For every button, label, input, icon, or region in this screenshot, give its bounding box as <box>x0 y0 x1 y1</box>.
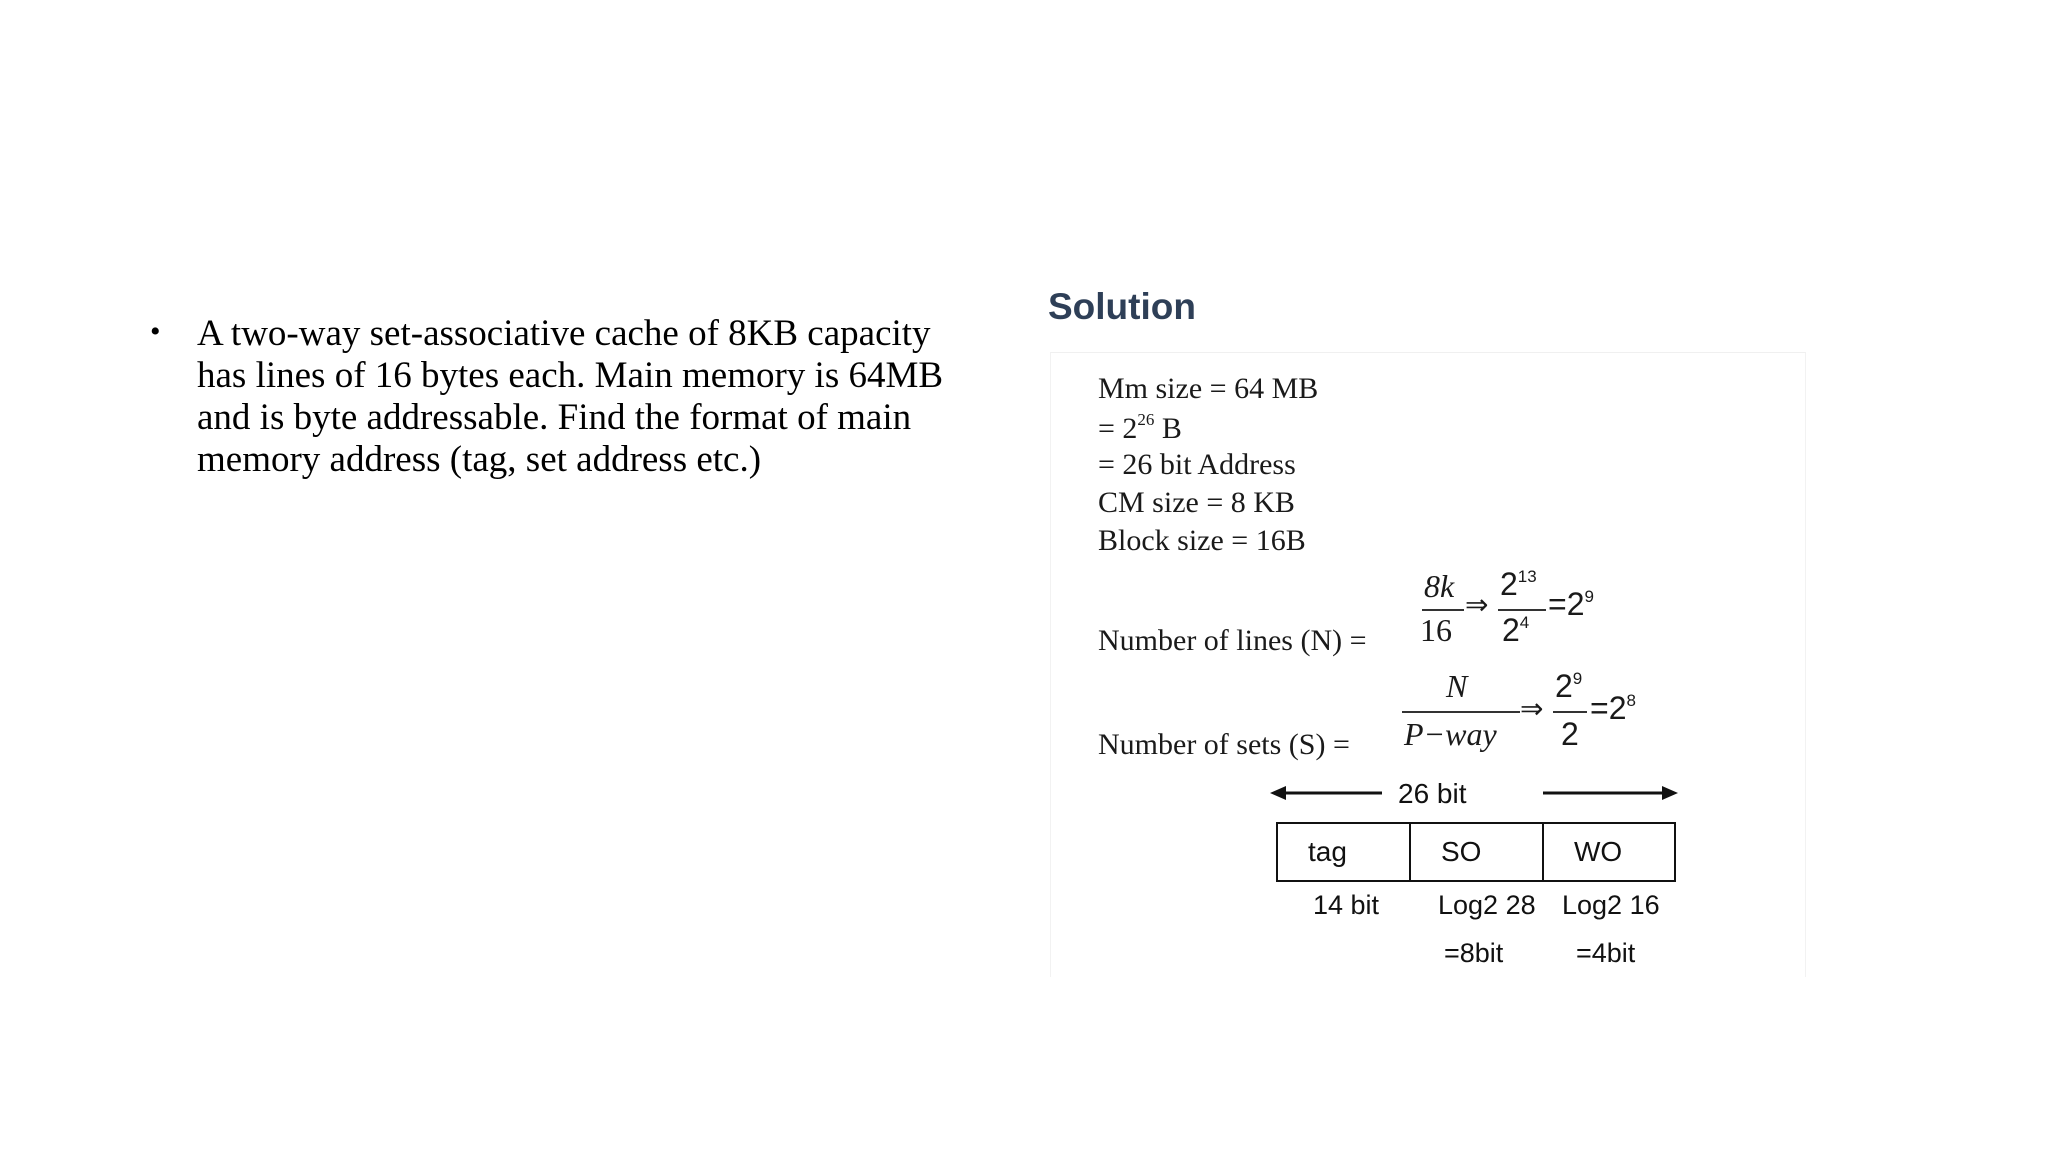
lines-result: $=2^9$ <box>1548 586 1594 622</box>
mm-power-line: = $2^{26}$ B <box>1098 410 1182 445</box>
lines-power-numerator: $2^{13}$ <box>1500 566 1537 602</box>
lines-power-denominator: $2^4$ <box>1502 612 1530 648</box>
sets-fraction-bar <box>1402 711 1520 713</box>
sets-power-numerator: $2^9$ <box>1555 668 1583 704</box>
field-word-offset: WO <box>1542 824 1674 880</box>
sets-numerator: N <box>1446 668 1468 704</box>
sets-power-fraction-bar <box>1553 711 1587 713</box>
field-tag: tag <box>1308 836 1347 867</box>
block-size-line: Block size = 16B <box>1098 524 1306 557</box>
tag-bits-label: 14 bit <box>1313 890 1380 920</box>
word-bits-label: Log2 16 <box>1562 890 1660 920</box>
bit-span-arrows <box>1270 778 1680 808</box>
set-bits-result: =8bit <box>1444 938 1504 968</box>
lines-numerator: 8k <box>1424 568 1455 604</box>
question-bullet <box>150 313 985 481</box>
total-bits-label: 26 bit <box>1398 778 1467 809</box>
sets-denominator: P−way <box>1404 716 1497 752</box>
set-bits-label: Log2 28 <box>1438 890 1536 920</box>
lines-fraction-bar <box>1422 609 1464 611</box>
address-bits-line: = 26 bit Address <box>1098 448 1296 481</box>
lines-denominator: 16 <box>1420 612 1452 648</box>
sets-label: Number of sets (S) = <box>1098 728 1350 761</box>
solution-title: Solution <box>1048 286 1196 327</box>
lines-power-fraction-bar <box>1498 609 1546 611</box>
mm-size-line: Mm size = 64 MB <box>1098 372 1319 405</box>
sets-arrow: ⇒ <box>1520 694 1544 725</box>
address-format-table <box>1276 822 1676 882</box>
sets-result: $=2^8$ <box>1590 690 1636 726</box>
word-bits-result: =4bit <box>1576 938 1636 968</box>
sets-power-denominator: 2 <box>1561 716 1579 752</box>
question-text: A two-way set-associative cache of 8KB capacity has lines of 16 bytes each. Main memory is 64MB and is byte addressable. Find the format of main memory address (tag, set address etc.) <box>197 313 944 480</box>
cm-size-line: CM size = 8 KB <box>1098 486 1295 519</box>
field-set-offset: SO <box>1409 824 1542 880</box>
lines-arrow: ⇒ <box>1465 590 1489 621</box>
lines-label: Number of lines (N) = <box>1098 624 1367 657</box>
bullet-icon: • <box>150 315 161 348</box>
